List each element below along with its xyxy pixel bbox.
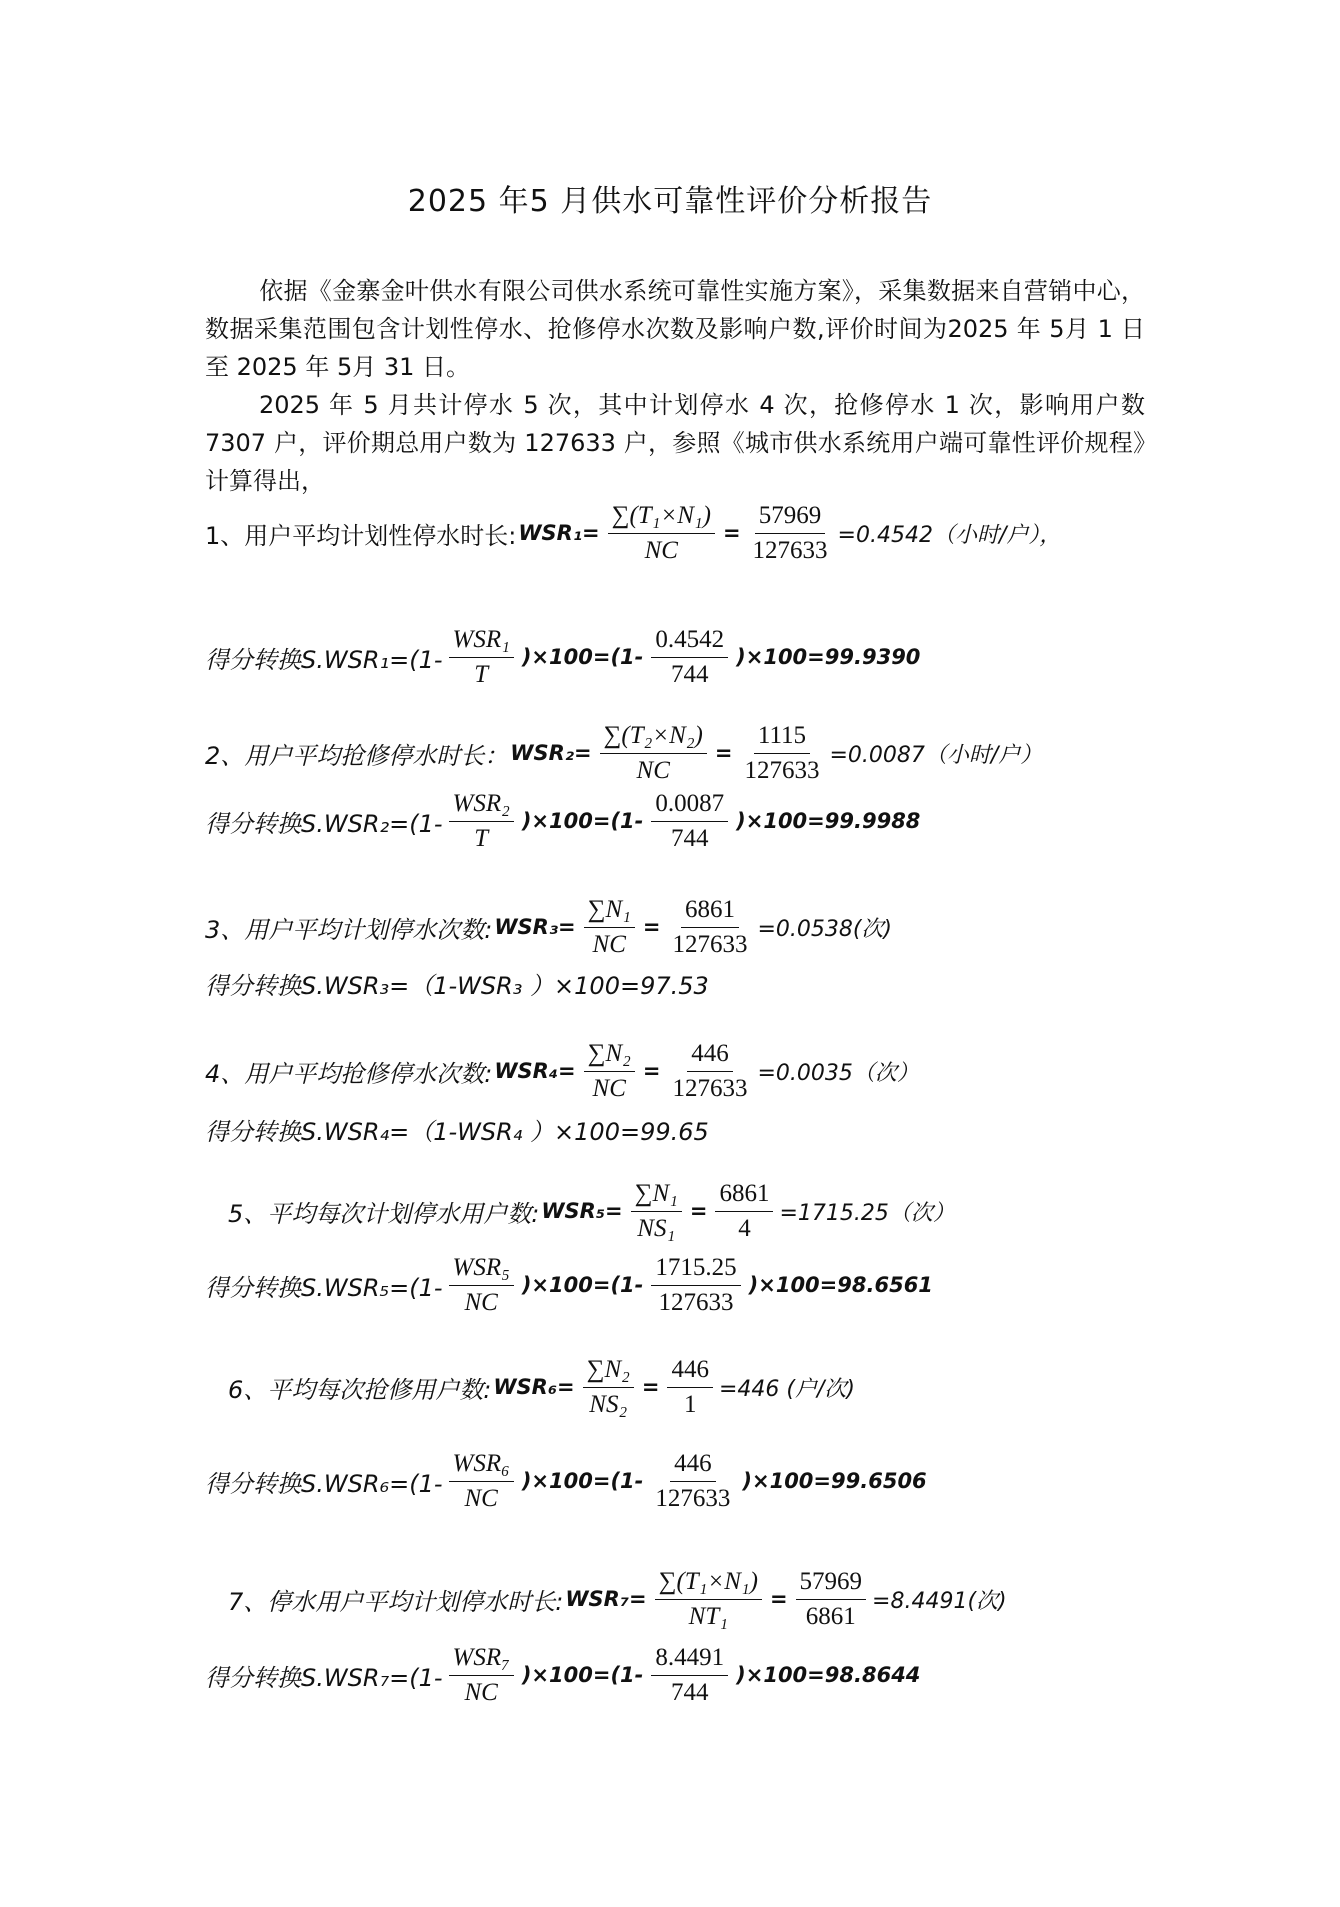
score-2-fraction: $\frac{\text{WSR₂}}{T}$: [449, 789, 514, 854]
formula-3-fraction: $\frac{\text{∑N₁}}{NC}$: [584, 895, 635, 960]
formula-1-fraction: [608, 501, 715, 566]
score-2-value: $\frac{0.0087}{744}$: [651, 789, 728, 854]
score-1-fraction: $\frac{\text{WSR₁}}{T}$: [449, 625, 514, 690]
formula-6-result: =446 (户/次): [718, 1376, 855, 1402]
formula-5: 5、平均每次计划停水用户数: WSR₅= $\frac{\text{∑N₁}}{\text{NS₁}}$ = $\frac{6861}{4}$ =1715.25（次）: [228, 1179, 955, 1242]
formula-6: 6、平均每次抢修用户数: WSR₆= $\frac{\text{∑N₂}}{\text{NS₂}}$ = $\frac{446}{1}$ =446 (户/次): [228, 1355, 855, 1418]
score-6: 得分转换S.WSR₆=(1- $\frac{\text{WSR₆}}{NC}$ )×100=(1- $\frac{446}{127633}$ )×100=99.6506: [205, 1449, 927, 1512]
paragraph-summary-text: 2025 年 5 月共计停水 5 次，其中计划停水 4 次，抢修停水 1 次，影响用户数 7307 户，评价期总用户数为 127633 户，参照《城市供水系统用户端可靠性评价规程》计算得出，: [205, 391, 1145, 495]
formula-4: 4、用户平均抢修停水次数: WSR₄= $\frac{\text{∑N₂}}{NC}$ = $\frac{446}{127633}$ =0.0035（次）: [205, 1039, 919, 1102]
formula-7-result: =8.4491(次): [872, 1588, 1007, 1614]
formula-5-fraction: $\frac{\text{∑N₁}}{\text{NS₁}}$: [631, 1179, 682, 1244]
formula-2-value: $\frac{1115}{127633}$: [744, 721, 820, 784]
formula-4-fraction: $\frac{\text{∑N₂}}{NC}$: [584, 1039, 635, 1104]
score-4-text: 得分转换S.WSR₄=（1-WSR₄ ）×100=99.65: [205, 1117, 709, 1146]
formula-1-val-den: 127633: [752, 536, 828, 564]
formula-1-val-num: 57969: [755, 501, 826, 534]
score-4: [205, 1104, 709, 1154]
score-1-value: $\frac{0.4542}{744}$: [651, 625, 728, 690]
score-7-result: )×100=98.8644: [736, 1663, 921, 1687]
score-6-value: $\frac{446}{127633}$: [655, 1449, 731, 1512]
formula-2: 2、用户平均抢修停水时长： WSR₂= $\frac{\text{∑(T₂×N₂)}}{NC}$ = $\frac{1115}{127633}$ =0.0087（小时/户）: [205, 721, 1043, 784]
formula-4-value: $\frac{446}{127633}$: [672, 1039, 748, 1102]
formula-5-value: $\frac{6861}{4}$: [715, 1179, 773, 1244]
formula-1-frac-num: ∑(T₁×N₁): [608, 501, 715, 534]
formula-3-result: =0.0538(次): [757, 916, 893, 942]
formula-1-value: [749, 501, 832, 566]
score-7-fraction: $\frac{\text{WSR₇}}{NC}$: [449, 1643, 514, 1708]
formula-1: 1、用户平均计划性停水时长: WSR₁= $\frac{\text{∑(T₁×N₁)}}{NC}$ = $\frac{57969}{127633}$ =0.4542（小时/户），: [205, 501, 1062, 564]
formula-1-label: 1、用户平均计划性停水时长:: [205, 521, 517, 550]
formula-2-label: 2、用户平均抢修停水时长：: [205, 741, 509, 770]
formula-7-fraction: $\frac{\text{∑(T₁×N₁)}}{\text{NT₁}}$: [655, 1567, 762, 1632]
formula-4-result: =0.0035（次）: [757, 1060, 919, 1086]
score-7-value: $\frac{8.4491}{744}$: [651, 1643, 728, 1708]
report-title: 2025 年5 月供水可靠性评价分析报告: [407, 184, 933, 219]
score-3: [205, 958, 709, 1008]
score-6-result: )×100=99.6506: [742, 1469, 927, 1493]
formula-7: 7、停水用户平均计划停水时长: WSR₇= $\frac{\text{∑(T₁×N₁)}}{\text{NT₁}}$ = $\frac{57969}{6861}$ =8.4491(次): [228, 1567, 1007, 1630]
score-5-fraction: $\frac{\text{WSR₅}}{NC}$: [449, 1253, 514, 1318]
score-6-fraction: $\frac{\text{WSR₆}}{NC}$: [449, 1449, 514, 1514]
formula-6-fraction: $\frac{\text{∑N₂}}{\text{NS₂}}$: [583, 1355, 634, 1420]
score-5-result: )×100=98.6561: [748, 1273, 933, 1297]
formula-3-value: $\frac{6861}{127633}$: [672, 895, 748, 958]
score-2: 得分转换S.WSR₂=(1- $\frac{\text{WSR₂}}{T}$ )×100=(1- $\frac{0.0087}{744}$ )×100=99.9988: [205, 789, 921, 852]
formula-7-value: $\frac{57969}{6861}$: [796, 1567, 867, 1632]
score-7: 得分转换S.WSR₇=(1- $\frac{\text{WSR₇}}{NC}$ )×100=(1- $\frac{8.4491}{744}$ )×100=98.8644: [205, 1643, 921, 1706]
formula-2-result: =0.0087（小时/户）: [829, 742, 1043, 768]
formula-1-var: WSR₁=: [518, 521, 600, 545]
formula-3: 3、用户平均计划停水次数: WSR₃= $\frac{\text{∑N₁}}{NC}$ = $\frac{6861}{127633}$ =0.0538(次): [205, 895, 893, 958]
paragraph-basis-text: 依据《金寨金叶供水有限公司供水系统可靠性实施方案》，采集数据来自营销中心，数据采集范围包含计划性停水、抢修停水次数及影响户数,评价时间为2025 年 5月 1 日至 2025 年 5月 31 日。: [205, 277, 1145, 381]
score-3-text: 得分转换S.WSR₃=（1-WSR₃ ）×100=97.53: [205, 971, 709, 1000]
score-1: 得分转换S.WSR₁=(1- $\frac{\text{WSR₁}}{T}$ )×100=(1- $\frac{0.4542}{744}$ )×100=99.9390: [205, 625, 921, 688]
formula-5-result: =1715.25（次）: [779, 1200, 955, 1226]
formula-1-result: =0.4542（小时/户），: [837, 522, 1062, 548]
formula-6-value: $\frac{446}{1}$: [667, 1355, 713, 1420]
score-2-result: )×100=99.9988: [736, 809, 921, 833]
formula-1-frac-den: NC: [644, 536, 678, 564]
score-5-value: $\frac{1715.25}{127633}$: [651, 1253, 740, 1318]
score-1-result: )×100=99.9390: [736, 645, 921, 669]
score-1-label: 得分转换S.WSR₁=(1-: [205, 645, 443, 674]
score-5: 得分转换S.WSR₅=(1- $\frac{\text{WSR₅}}{NC}$ )×100=(1- $\frac{1715.25}{127633}$ )×100=98.6561: [205, 1253, 933, 1316]
paragraph-summary: [205, 386, 1145, 500]
paragraph-basis: [205, 272, 1145, 386]
formula-2-fraction: $\frac{\text{∑(T₂×N₂)}}{NC}$: [600, 721, 707, 786]
